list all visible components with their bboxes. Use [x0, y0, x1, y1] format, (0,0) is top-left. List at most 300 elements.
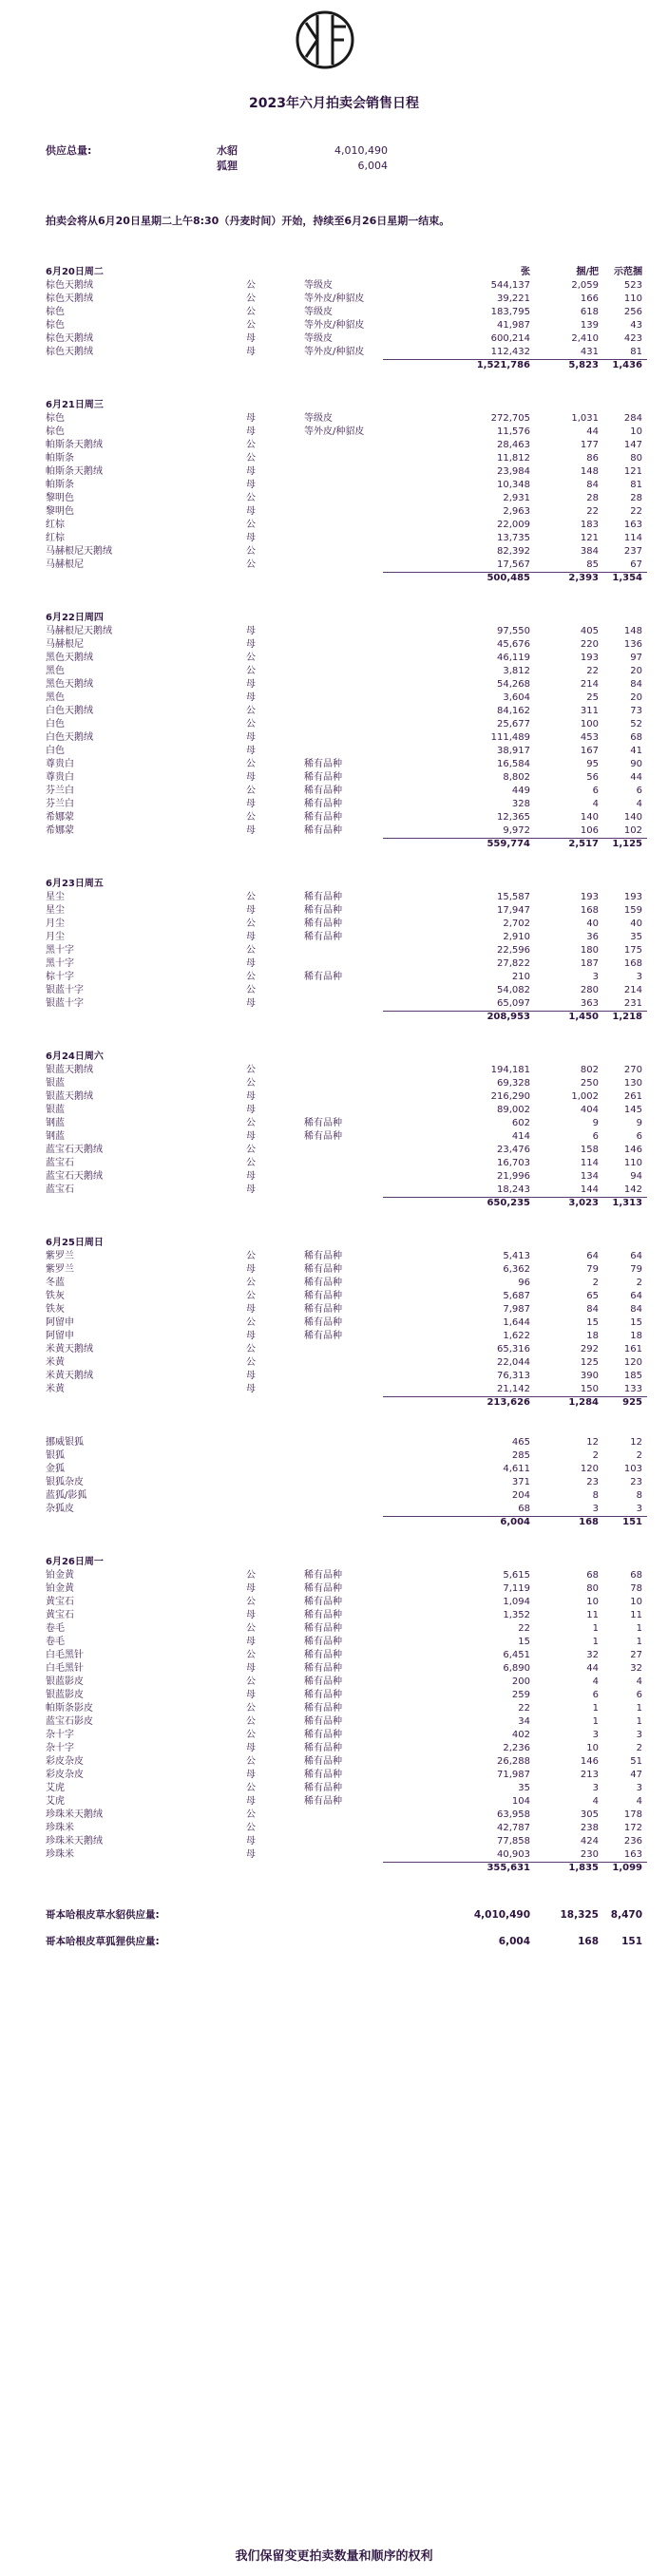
bundles-count: 220 — [580, 639, 599, 650]
skins-count: 216,290 — [490, 1091, 530, 1102]
skins-count: 22 — [518, 1623, 530, 1634]
sex: 母 — [246, 905, 256, 916]
skins-count: 39,221 — [497, 294, 530, 304]
subtotal-sample: 925 — [622, 1397, 642, 1408]
spacer — [46, 1037, 635, 1051]
type-name: 铁灰 — [46, 1304, 65, 1315]
day-label: 6月23日周五 — [46, 879, 104, 889]
total-supply-block — [46, 143, 578, 174]
table-row — [46, 1130, 642, 1144]
grade: 等级皮 — [304, 333, 333, 344]
sex: 公 — [246, 1809, 256, 1820]
grand-total-bundles: 18,325 — [560, 1909, 599, 1921]
grade: 稀有品种 — [304, 1637, 342, 1647]
type-name: 银狐杂皮 — [46, 1477, 84, 1487]
bundles-count: 3 — [592, 1730, 599, 1740]
bundles-count: 2,410 — [571, 333, 599, 344]
type-name: 黑色 — [46, 666, 65, 676]
table-row — [46, 798, 642, 811]
sex: 公 — [246, 493, 256, 503]
table-row — [46, 1729, 642, 1742]
type-name: 蓝宝石天鹅绒 — [46, 1145, 103, 1155]
sample-count: 175 — [623, 945, 642, 956]
skins-count: 34 — [518, 1716, 530, 1727]
skins-count: 112,432 — [490, 347, 530, 357]
sex: 母 — [246, 1770, 256, 1780]
type-name: 卷毛 — [46, 1623, 65, 1634]
sample-count: 121 — [623, 466, 642, 477]
bundles-count: 22 — [586, 506, 599, 517]
skins-count: 5,687 — [503, 1291, 530, 1301]
type-name: 黑色 — [46, 692, 65, 703]
subtotal-skins: 355,631 — [487, 1863, 530, 1873]
sex: 公 — [246, 759, 256, 769]
sex: 公 — [246, 307, 256, 317]
sample-count: 81 — [630, 480, 642, 490]
table-row — [46, 944, 642, 957]
skins-count: 6,362 — [503, 1264, 530, 1275]
sample-count: 145 — [623, 1105, 642, 1115]
table-row — [46, 1436, 642, 1449]
page-title: 2023年六月拍卖会销售日程 — [249, 96, 419, 111]
skins-count: 2,910 — [503, 932, 530, 942]
subtotal-row — [46, 1011, 642, 1024]
skins-count: 2,931 — [503, 493, 530, 503]
type-name: 马赫根尼 — [46, 639, 84, 650]
type-name: 紫罗兰 — [46, 1264, 74, 1275]
skins-count: 69,328 — [497, 1078, 530, 1089]
type-name: 马赫根尼天鹅绒 — [46, 546, 112, 557]
bundles-count: 84 — [586, 480, 599, 490]
bundles-count: 238 — [580, 1823, 599, 1833]
type-name: 尊贵白 — [46, 772, 74, 783]
subtotal-sample: 1,313 — [612, 1198, 642, 1208]
bundles-count: 68 — [586, 1570, 599, 1581]
type-name: 棕色天鹅绒 — [46, 294, 93, 304]
table-row — [46, 1715, 642, 1729]
spacer — [46, 1210, 635, 1223]
type-name: 钢蓝 — [46, 1131, 65, 1142]
skins-count: 8,802 — [503, 772, 530, 783]
bundles-count: 1 — [592, 1716, 599, 1727]
table-row — [46, 678, 642, 691]
type-name: 珍珠米 — [46, 1823, 74, 1833]
subtotal-row — [46, 572, 642, 585]
sample-count: 261 — [623, 1091, 642, 1102]
supply-value: 6,004 — [357, 160, 388, 172]
sex: 母 — [246, 1331, 256, 1341]
type-name: 艾虎 — [46, 1796, 65, 1807]
skins-count: 76,313 — [497, 1371, 530, 1381]
sex: 母 — [246, 732, 256, 743]
sample-count: 163 — [623, 1849, 642, 1860]
subtotal-skins: 650,235 — [487, 1198, 530, 1208]
table-row — [46, 1689, 642, 1702]
sex: 公 — [246, 1158, 256, 1168]
subtotal-sample: 1,218 — [612, 1012, 642, 1022]
supply-row-mink — [46, 143, 578, 159]
skins-count: 194,181 — [490, 1065, 530, 1075]
subtotal-skins: 6,004 — [500, 1517, 530, 1527]
grade: 稀有品种 — [304, 1131, 342, 1142]
table-row — [46, 891, 642, 904]
skins-count: 22,009 — [497, 520, 530, 530]
grade: 稀有品种 — [304, 1663, 342, 1674]
type-name: 希娜蒙 — [46, 825, 74, 836]
bundles-count: 150 — [580, 1384, 599, 1394]
skins-count: 10,348 — [497, 480, 530, 490]
spacer — [46, 1423, 635, 1436]
sex: 公 — [246, 919, 256, 929]
skins-count: 7,119 — [503, 1583, 530, 1594]
sex: 公 — [246, 280, 256, 291]
bundles-count: 4 — [592, 1796, 599, 1807]
sample-count: 231 — [623, 998, 642, 1009]
table-row — [46, 1117, 642, 1130]
sample-count: 11 — [630, 1610, 642, 1620]
skins-count: 21,142 — [497, 1384, 530, 1394]
bundles-count: 280 — [580, 985, 599, 995]
table-row — [46, 1702, 642, 1715]
bundles-count: 4 — [592, 1676, 599, 1687]
table-row — [46, 1370, 642, 1383]
skins-count: 328 — [511, 799, 530, 809]
skins-count: 600,214 — [490, 333, 530, 344]
grade: 等外皮/种貂皮 — [304, 426, 365, 437]
sex: 母 — [246, 1131, 256, 1142]
skins-count: 40,903 — [497, 1849, 530, 1860]
sample-count: 193 — [623, 892, 642, 902]
type-name: 红棕 — [46, 520, 65, 530]
bundles-count: 120 — [580, 1464, 599, 1474]
type-name: 棕色 — [46, 413, 65, 424]
bundles-count: 139 — [580, 320, 599, 331]
skins-count: 1,622 — [503, 1331, 530, 1341]
table-row — [46, 1489, 642, 1503]
bundles-count: 6 — [592, 786, 599, 796]
grade: 稀有品种 — [304, 1317, 342, 1328]
sex: 公 — [246, 972, 256, 982]
bundles-count: 85 — [586, 559, 599, 570]
bundles-count: 363 — [580, 998, 599, 1009]
type-name: 米黄天鹅绒 — [46, 1371, 93, 1381]
sample-count: 10 — [630, 426, 642, 437]
sex: 母 — [246, 506, 256, 517]
type-name: 蓝宝石 — [46, 1184, 74, 1195]
sex: 母 — [246, 1663, 256, 1674]
grade: 稀有品种 — [304, 799, 342, 809]
sample-count: 185 — [623, 1371, 642, 1381]
spacer — [46, 1024, 635, 1037]
skins-count: 41,987 — [497, 320, 530, 331]
sex: 母 — [246, 679, 256, 690]
skins-count: 7,987 — [503, 1304, 530, 1315]
table-row — [46, 1636, 642, 1649]
type-name: 银狐 — [46, 1450, 65, 1461]
table-row — [46, 1104, 642, 1117]
skins-count: 371 — [511, 1477, 530, 1487]
sex: 公 — [246, 892, 256, 902]
bundles-count: 79 — [586, 1264, 599, 1275]
skins-count: 68 — [518, 1504, 530, 1514]
table-row — [46, 1077, 642, 1090]
bundles-count: 144 — [580, 1184, 599, 1195]
type-name: 星尘 — [46, 905, 65, 916]
skins-count: 12,365 — [497, 812, 530, 823]
bundles-count: 80 — [586, 1583, 599, 1594]
skins-count: 104 — [511, 1796, 530, 1807]
sample-count: 28 — [630, 493, 642, 503]
sample-count: 80 — [630, 453, 642, 464]
bundles-count: 193 — [580, 653, 599, 663]
skins-count: 96 — [518, 1278, 530, 1288]
type-name: 芬兰白 — [46, 799, 74, 809]
table-row — [46, 426, 642, 439]
bundles-count: 1 — [592, 1703, 599, 1714]
grade: 稀有品种 — [304, 1597, 342, 1607]
table-row — [46, 1503, 642, 1516]
sample-count: 130 — [623, 1078, 642, 1089]
sex: 公 — [246, 1716, 256, 1727]
table-row — [46, 1822, 642, 1835]
type-name: 黑十字 — [46, 958, 74, 969]
grade: 稀有品种 — [304, 892, 342, 902]
day-header-row — [46, 266, 642, 279]
sample-count: 20 — [630, 692, 642, 703]
bundles-count: 65 — [586, 1291, 599, 1301]
grade: 稀有品种 — [304, 825, 342, 836]
table-row — [46, 731, 642, 745]
table-row — [46, 1662, 642, 1676]
type-name: 彩皮杂皮 — [46, 1770, 84, 1780]
sample-count: 270 — [623, 1065, 642, 1075]
bundles-count: 214 — [580, 679, 599, 690]
sample-count: 120 — [623, 1357, 642, 1368]
bundles-count: 213 — [580, 1770, 599, 1780]
bundles-count: 25 — [586, 692, 599, 703]
sex: 母 — [246, 533, 256, 543]
subtotal-skins: 1,521,786 — [476, 360, 530, 370]
grade: 稀有品种 — [304, 1331, 342, 1341]
type-name: 棕色天鹅绒 — [46, 280, 93, 291]
sex: 公 — [246, 1823, 256, 1833]
type-name: 钢蓝 — [46, 1118, 65, 1128]
bundles-count: 84 — [586, 1304, 599, 1315]
sample-count: 2 — [636, 1278, 642, 1288]
skins-count: 3,604 — [503, 692, 530, 703]
type-name: 艾虎 — [46, 1783, 65, 1793]
skins-count: 54,082 — [497, 985, 530, 995]
sample-count: 172 — [623, 1823, 642, 1833]
grand-total-label: 哥本哈根皮草水貂供应量: — [46, 1909, 160, 1921]
table-row — [46, 1569, 642, 1582]
sample-count: 51 — [630, 1756, 642, 1767]
sex: 母 — [246, 1849, 256, 1860]
sample-count: 27 — [630, 1650, 642, 1660]
spacer — [46, 372, 635, 386]
grade: 稀有品种 — [304, 1716, 342, 1727]
skins-count: 16,703 — [497, 1158, 530, 1168]
bundles-count: 187 — [580, 958, 599, 969]
grade: 稀有品种 — [304, 772, 342, 783]
table-row — [46, 505, 642, 519]
sample-count: 1 — [636, 1637, 642, 1647]
sex: 公 — [246, 812, 256, 823]
table-row — [46, 758, 642, 771]
type-name: 米黄 — [46, 1384, 65, 1394]
sample-count: 35 — [630, 932, 642, 942]
bundles-count: 168 — [580, 905, 599, 916]
skins-count: 204 — [511, 1490, 530, 1501]
grade: 稀有品种 — [304, 1251, 342, 1261]
type-name: 冬蓝 — [46, 1278, 65, 1288]
bundles-count: 166 — [580, 294, 599, 304]
type-name: 红棕 — [46, 533, 65, 543]
sex: 公 — [246, 1756, 256, 1767]
sex: 母 — [246, 347, 256, 357]
bundles-count: 134 — [580, 1171, 599, 1182]
table-row — [46, 1848, 642, 1862]
table-row — [46, 1676, 642, 1689]
type-name: 珍珠米天鹅绒 — [46, 1809, 103, 1820]
sex: 公 — [246, 1118, 256, 1128]
sex: 母 — [246, 333, 256, 344]
grade: 稀有品种 — [304, 1676, 342, 1687]
grade: 稀有品种 — [304, 786, 342, 796]
bundles-count: 95 — [586, 759, 599, 769]
sample-count: 6 — [636, 786, 642, 796]
table-row — [46, 1184, 642, 1197]
skins-count: 402 — [511, 1730, 530, 1740]
bundles-count: 3 — [592, 1783, 599, 1793]
table-row — [46, 625, 642, 638]
spacer — [46, 851, 635, 864]
skins-count: 602 — [511, 1118, 530, 1128]
bundles-count: 1 — [592, 1637, 599, 1647]
skins-count: 17,567 — [497, 559, 530, 570]
sex: 公 — [246, 1570, 256, 1581]
skins-count: 27,822 — [497, 958, 530, 969]
sex: 母 — [246, 1371, 256, 1381]
subtotal-row — [46, 1862, 642, 1875]
skins-count: 9,972 — [503, 825, 530, 836]
skins-count: 1,644 — [503, 1317, 530, 1328]
table-row — [46, 652, 642, 665]
table-row — [46, 638, 642, 652]
grade: 稀有品种 — [304, 1291, 342, 1301]
sex: 公 — [246, 1676, 256, 1687]
skins-count: 65,097 — [497, 998, 530, 1009]
spacer — [46, 585, 635, 598]
sample-count: 10 — [630, 1597, 642, 1607]
sample-count: 3 — [636, 1783, 642, 1793]
bundles-count: 18 — [586, 1331, 599, 1341]
table-row — [46, 771, 642, 785]
grade: 稀有品种 — [304, 1623, 342, 1634]
sample-count: 64 — [630, 1251, 642, 1261]
bundles-count: 12 — [586, 1437, 599, 1448]
sample-count: 1 — [636, 1716, 642, 1727]
sex: 公 — [246, 1623, 256, 1634]
table-row — [46, 492, 642, 505]
table-row — [46, 785, 642, 798]
type-name: 银蓝 — [46, 1105, 65, 1115]
skins-count: 16,584 — [497, 759, 530, 769]
sex: 母 — [246, 746, 256, 756]
sample-count: 159 — [623, 905, 642, 916]
subtotal-bundles: 1,835 — [568, 1863, 599, 1873]
type-name: 阿留申 — [46, 1317, 74, 1328]
sample-count: 114 — [623, 533, 642, 543]
skins-count: 26,288 — [497, 1756, 530, 1767]
bundles-count: 32 — [586, 1650, 599, 1660]
bundles-count: 230 — [580, 1849, 599, 1860]
bundles-count: 10 — [586, 1597, 599, 1607]
sex: 母 — [246, 1610, 256, 1620]
sample-count: 161 — [623, 1344, 642, 1354]
type-name: 白色 — [46, 719, 65, 729]
type-name: 棕十字 — [46, 972, 74, 982]
grade: 稀有品种 — [304, 1583, 342, 1594]
sample-count: 1 — [636, 1623, 642, 1634]
bundles-count: 3 — [592, 972, 599, 982]
type-name: 棕色天鹅绒 — [46, 347, 93, 357]
type-name: 米黄 — [46, 1357, 65, 1368]
sex: 母 — [246, 692, 256, 703]
skins-count: 22,596 — [497, 945, 530, 956]
skins-count: 449 — [511, 786, 530, 796]
sample-count: 136 — [623, 639, 642, 650]
type-name: 铁灰 — [46, 1291, 65, 1301]
skins-count: 3,812 — [503, 666, 530, 676]
sample-count: 3 — [636, 1730, 642, 1740]
table-row — [46, 532, 642, 545]
type-name: 帕斯条影皮 — [46, 1703, 93, 1714]
bundles-count: 390 — [580, 1371, 599, 1381]
table-row — [46, 1782, 642, 1795]
type-name: 白色 — [46, 746, 65, 756]
bundles-count: 180 — [580, 945, 599, 956]
grade: 稀有品种 — [304, 1304, 342, 1315]
sample-count: 2 — [636, 1450, 642, 1461]
sample-count: 110 — [623, 1158, 642, 1168]
skins-count: 13,735 — [497, 533, 530, 543]
bundles-count: 2 — [592, 1278, 599, 1288]
subtotal-row — [46, 1516, 642, 1529]
bundles-count: 1 — [592, 1623, 599, 1634]
grand-total-bundles: 168 — [578, 1936, 599, 1947]
table-row — [46, 1795, 642, 1809]
skins-count: 544,137 — [490, 280, 530, 291]
bundles-count: 3 — [592, 1504, 599, 1514]
bundles-count: 1,031 — [571, 413, 599, 424]
sample-count: 2 — [636, 1743, 642, 1753]
sex: 母 — [246, 1105, 256, 1115]
skins-count: 2,236 — [503, 1743, 530, 1753]
bundles-count: 125 — [580, 1357, 599, 1368]
subtotal-bundles: 168 — [579, 1517, 599, 1527]
table-row — [46, 1582, 642, 1596]
type-name: 白色天鹅绒 — [46, 706, 93, 716]
type-name: 帕斯条天鹅绒 — [46, 466, 103, 477]
skins-count: 4,611 — [503, 1464, 530, 1474]
bundles-count: 23 — [586, 1477, 599, 1487]
type-name: 蓝宝石 — [46, 1158, 74, 1168]
table-row — [46, 705, 642, 718]
type-name: 金狐 — [46, 1464, 65, 1474]
bundles-count: 1,002 — [571, 1091, 599, 1102]
sex: 母 — [246, 932, 256, 942]
